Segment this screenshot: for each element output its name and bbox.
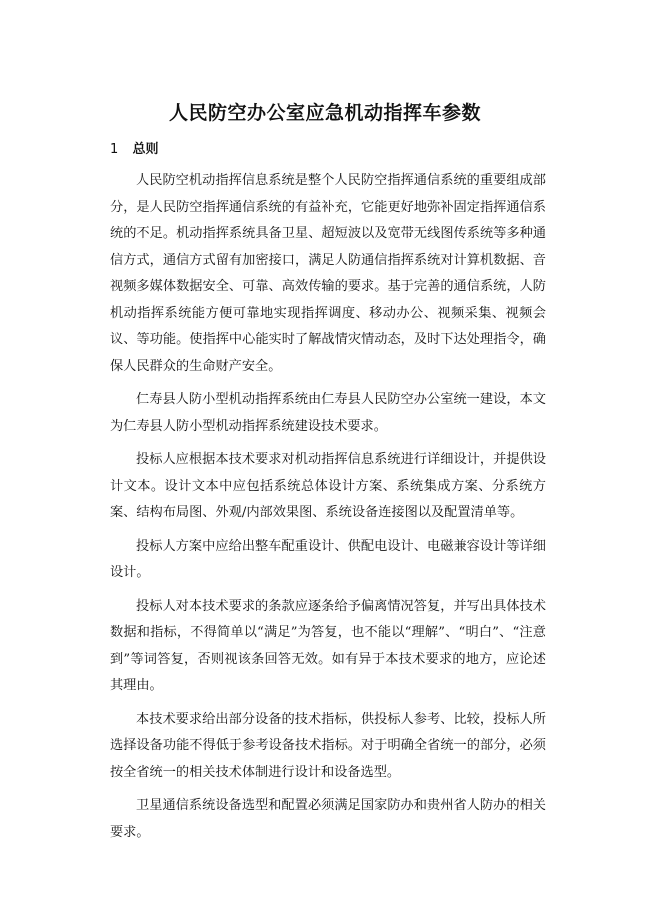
document-body [110, 168, 546, 853]
paragraph: 本技术要求给出部分设备的技术指标，供投标人参考、比较，投标人所选择设备功能不得低于参考设备技术指标。对于明确全省统一的部分，必须按全省统一的相关技术体制进行设计和设备选型。 [110, 711, 546, 780]
paragraph: 人民防空机动指挥信息系统是整个人民防空指挥通信系统的重要组成部分，是人民防空指挥通信系统的有益补充，它能更好地弥补固定指挥通信系统的不足。机动指挥系统具备卫星、超短波以及宽带无线图传系统等多种通信方式，通信方式留有加密接口，满足人防通信指挥系统对计算机数据、音视频多媒体数据安全、可靠、高效传输的要求。基于完善的通信系统，人防机动指挥系统能方便可靠地实现指挥调度、移动办公、视频采集、视频会议、等功能。使指挥中心能实时了解战情灾情动态，及时下达处理指令，确保人民群众的生命财产安全。 [110, 173, 546, 374]
paragraph: 投标人对本技术要求的条款应逐条给予偏离情况答复，并写出具体技术数据和指标，不得简单以“满足”为答复，也不能以“理解”、“明白”、“注意到”等词答复，否则视该条回答无效。如有异于本技术要求的地方，应论述其理由。 [110, 598, 546, 693]
section-heading [110, 138, 159, 157]
paragraph: 投标人应根据本技术要求对机动指挥信息系统进行详细设计，并提供设计文本。设计文本中应包括系统总体设计方案、系统集成方案、分系统方案、结构布局图、外观/内部效果图、系统设备连接图以及配置清单等。 [110, 452, 546, 520]
paragraph: 投标人方案中应给出整车配重设计、供配电设计、电磁兼容设计等详细设计。 [110, 538, 546, 580]
section-title: 总则 [132, 142, 159, 157]
paragraph: 卫星通信系统设备选型和配置必须满足国家防办和贵州省人防办的相关要求。 [110, 798, 546, 840]
section-number: 1 [110, 142, 119, 157]
paragraph: 仁寿县人防小型机动指挥系统由仁寿县人民防空办公室统一建设，本文为仁寿县人防小型机动指挥系统建设技术要求。 [110, 392, 546, 434]
document-title: 人民防空办公室应急机动指挥车参数 [168, 102, 481, 124]
